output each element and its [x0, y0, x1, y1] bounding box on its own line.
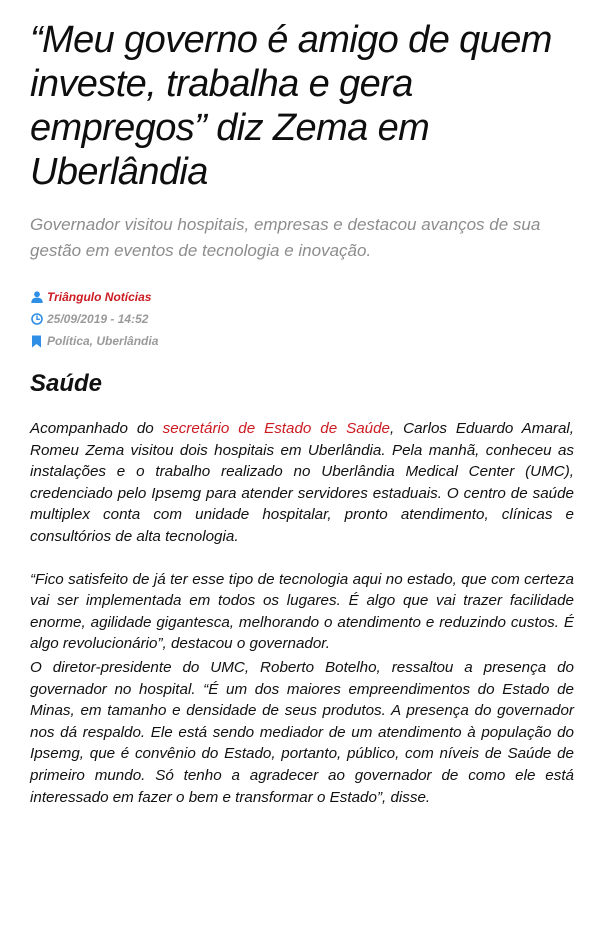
paragraph-3: O diretor-presidente do UMC, Roberto Botelho, ressaltou a presença do governador no hospital. “É um dos maiores empreendimentos do Estado de Minas, em tamanho e densidade de seus produtos. A presença do governador nos dá respaldo. Ele está sendo mediador de um atendimento à população do Ipsemg, que é convênio do Estado, portanto, público, com níveis de Saúde de primeiro mundo. Só tenho a agradecer ao governador de como ele está interessado em fazer o bem e transformar o Estado”, disse. — [30, 658, 574, 806]
article-meta — [30, 286, 574, 352]
meta-category-row — [30, 330, 574, 352]
health-secretary-link[interactable]: secretário de Estado de Saúde — [162, 420, 390, 437]
user-icon — [30, 291, 43, 304]
bookmark-icon — [30, 335, 43, 348]
paragraph-1-intro: Acompanhado do — [30, 420, 163, 437]
author-link[interactable]: Triângulo Notícias — [47, 290, 152, 304]
category-links[interactable]: Política, Uberlândia — [47, 334, 159, 348]
paragraph-1 — [30, 418, 574, 548]
meta-author-row — [30, 286, 574, 308]
article-headline: “Meu governo é amigo de quem investe, trabalha e gera empregos” diz Zema em Uberlândia — [30, 19, 552, 193]
article-container — [0, 18, 606, 808]
paragraph-2: “Fico satisfeito de já ter esse tipo de tecnologia aqui no estado, que com certeza vai ser implementada em todos os lugares. É algo que vai trazer facilidade enorme, agilidade gigantesca, melhorando o atendimento e reduzindo custos. É algo revolucionário”, destacou o governador. — [30, 570, 574, 653]
article-subtitle: Governador visitou hospitais, empresas e destacou avanços de sua gestão em eventos de tecnologia e inovação. — [30, 215, 541, 260]
clock-icon — [30, 313, 43, 326]
paragraph-1-rest: , Carlos Eduardo Amaral, Romeu Zema visitou dois hospitais em Uberlândia. Pela manhã, conheceu as instalações e o trabalho realizado no Uberlândia Medical Center (UMC), credenciado pelo Ipsemg para atender servidores estaduais. O centro de saúde multiplex conta com unidade hospitalar, pronto atendimento, clínicas e consultórios de alta tecnologia. — [30, 420, 575, 545]
meta-date-row — [30, 308, 574, 330]
section-title: Saúde — [30, 370, 103, 397]
publish-date: 25/09/2019 - 14:52 — [47, 312, 149, 326]
